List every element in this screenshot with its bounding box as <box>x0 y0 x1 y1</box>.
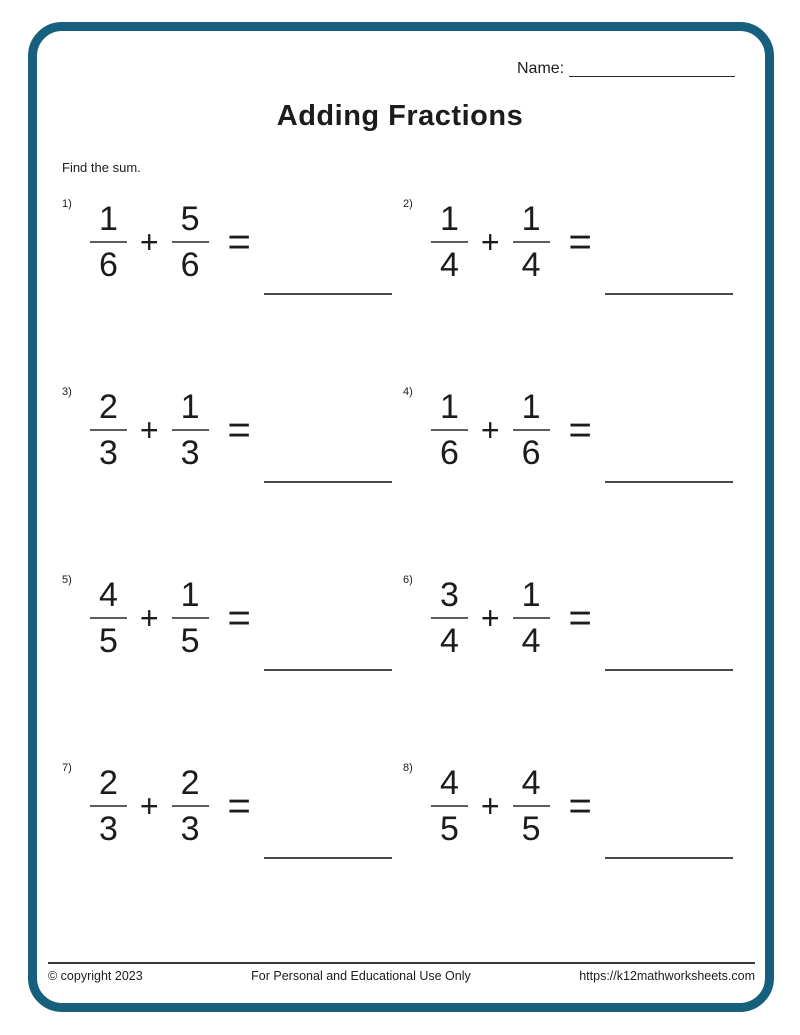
footer <box>48 969 755 983</box>
fraction-second <box>513 390 550 470</box>
fraction-numerator: 2 <box>90 766 127 807</box>
fraction-second <box>513 766 550 846</box>
fraction-first <box>90 202 127 282</box>
plus-operator: + <box>139 223 159 260</box>
fraction-numerator: 2 <box>90 390 127 431</box>
fraction-first <box>431 578 468 658</box>
problem <box>403 760 738 852</box>
problem <box>403 196 738 288</box>
fraction-denominator: 4 <box>440 622 459 660</box>
problem-number: 4) <box>403 386 413 398</box>
fraction-second <box>513 578 550 658</box>
problem <box>62 572 403 664</box>
fraction-numerator: 1 <box>513 202 550 243</box>
fraction-second <box>172 578 209 658</box>
fraction-first <box>431 202 468 282</box>
equals-sign: = <box>568 407 592 452</box>
name-label: Name: <box>517 60 565 77</box>
fraction-first <box>90 578 127 658</box>
answer-blank-line <box>605 293 733 295</box>
fraction-numerator: 1 <box>431 202 468 243</box>
fraction-numerator: 4 <box>513 766 550 807</box>
fraction-numerator: 1 <box>172 578 209 619</box>
fraction-numerator: 2 <box>172 766 209 807</box>
plus-operator: + <box>139 599 159 636</box>
fraction-first <box>90 390 127 470</box>
fraction-numerator: 1 <box>172 390 209 431</box>
problem <box>62 760 403 852</box>
answer-blank-line <box>264 857 392 859</box>
fraction-numerator: 1 <box>90 202 127 243</box>
fraction-denominator: 6 <box>440 434 459 472</box>
fraction-denominator: 5 <box>521 810 541 848</box>
fraction-denominator: 6 <box>99 246 118 284</box>
fraction-numerator: 5 <box>172 202 209 243</box>
plus-operator: + <box>480 223 500 260</box>
fraction-numerator: 4 <box>431 766 468 807</box>
answer-blank-line <box>264 293 392 295</box>
fraction-denominator: 4 <box>440 246 459 284</box>
fraction-first <box>431 766 468 846</box>
fraction-numerator: 3 <box>431 578 468 619</box>
fraction-first <box>431 390 468 470</box>
fraction-denominator: 6 <box>180 246 200 284</box>
footer-divider <box>48 962 755 964</box>
fraction-numerator: 1 <box>431 390 468 431</box>
instruction-text: Find the sum. <box>62 160 141 175</box>
equals-sign: = <box>227 595 251 640</box>
fraction-denominator: 4 <box>521 622 541 660</box>
fraction-numerator: 1 <box>513 390 550 431</box>
name-row <box>517 60 735 78</box>
fraction-denominator: 3 <box>180 434 200 472</box>
problem <box>403 572 738 664</box>
fraction-first <box>90 766 127 846</box>
fraction-numerator: 4 <box>90 578 127 619</box>
problem <box>62 384 403 476</box>
equals-sign: = <box>568 783 592 828</box>
plus-operator: + <box>480 411 500 448</box>
footer-url: https://k12mathworksheets.com <box>579 969 755 983</box>
problem-number: 2) <box>403 198 413 210</box>
problem <box>62 196 403 288</box>
problem-number: 1) <box>62 198 72 210</box>
plus-operator: + <box>139 787 159 824</box>
fraction-denominator: 3 <box>99 434 118 472</box>
name-blank-line <box>569 76 735 77</box>
answer-blank-line <box>264 669 392 671</box>
fraction-second <box>172 766 209 846</box>
fraction-denominator: 6 <box>521 434 541 472</box>
plus-operator: + <box>139 411 159 448</box>
problems-grid <box>62 196 738 948</box>
fraction-numerator: 1 <box>513 578 550 619</box>
answer-blank-line <box>264 481 392 483</box>
fraction-denominator: 4 <box>521 246 541 284</box>
problem <box>403 384 738 476</box>
equals-sign: = <box>227 783 251 828</box>
problem-number: 5) <box>62 574 72 586</box>
answer-blank-line <box>605 669 733 671</box>
equals-sign: = <box>568 595 592 640</box>
equals-sign: = <box>568 219 592 264</box>
fraction-denominator: 5 <box>99 622 118 660</box>
equals-sign: = <box>227 407 251 452</box>
fraction-denominator: 5 <box>180 622 200 660</box>
fraction-second <box>172 202 209 282</box>
fraction-denominator: 3 <box>180 810 200 848</box>
footer-copyright: © copyright 2023 <box>48 969 143 983</box>
fraction-denominator: 3 <box>99 810 118 848</box>
answer-blank-line <box>605 481 733 483</box>
fraction-second <box>172 390 209 470</box>
plus-operator: + <box>480 599 500 636</box>
problem-number: 8) <box>403 762 413 774</box>
answer-blank-line <box>605 857 733 859</box>
problem-number: 3) <box>62 386 72 398</box>
equals-sign: = <box>227 219 251 264</box>
footer-usage: For Personal and Educational Use Only <box>251 969 471 983</box>
problem-number: 7) <box>62 762 72 774</box>
problem-number: 6) <box>403 574 413 586</box>
worksheet-title: Adding Fractions <box>276 100 524 132</box>
fraction-denominator: 5 <box>440 810 459 848</box>
plus-operator: + <box>480 787 500 824</box>
fraction-second <box>513 202 550 282</box>
